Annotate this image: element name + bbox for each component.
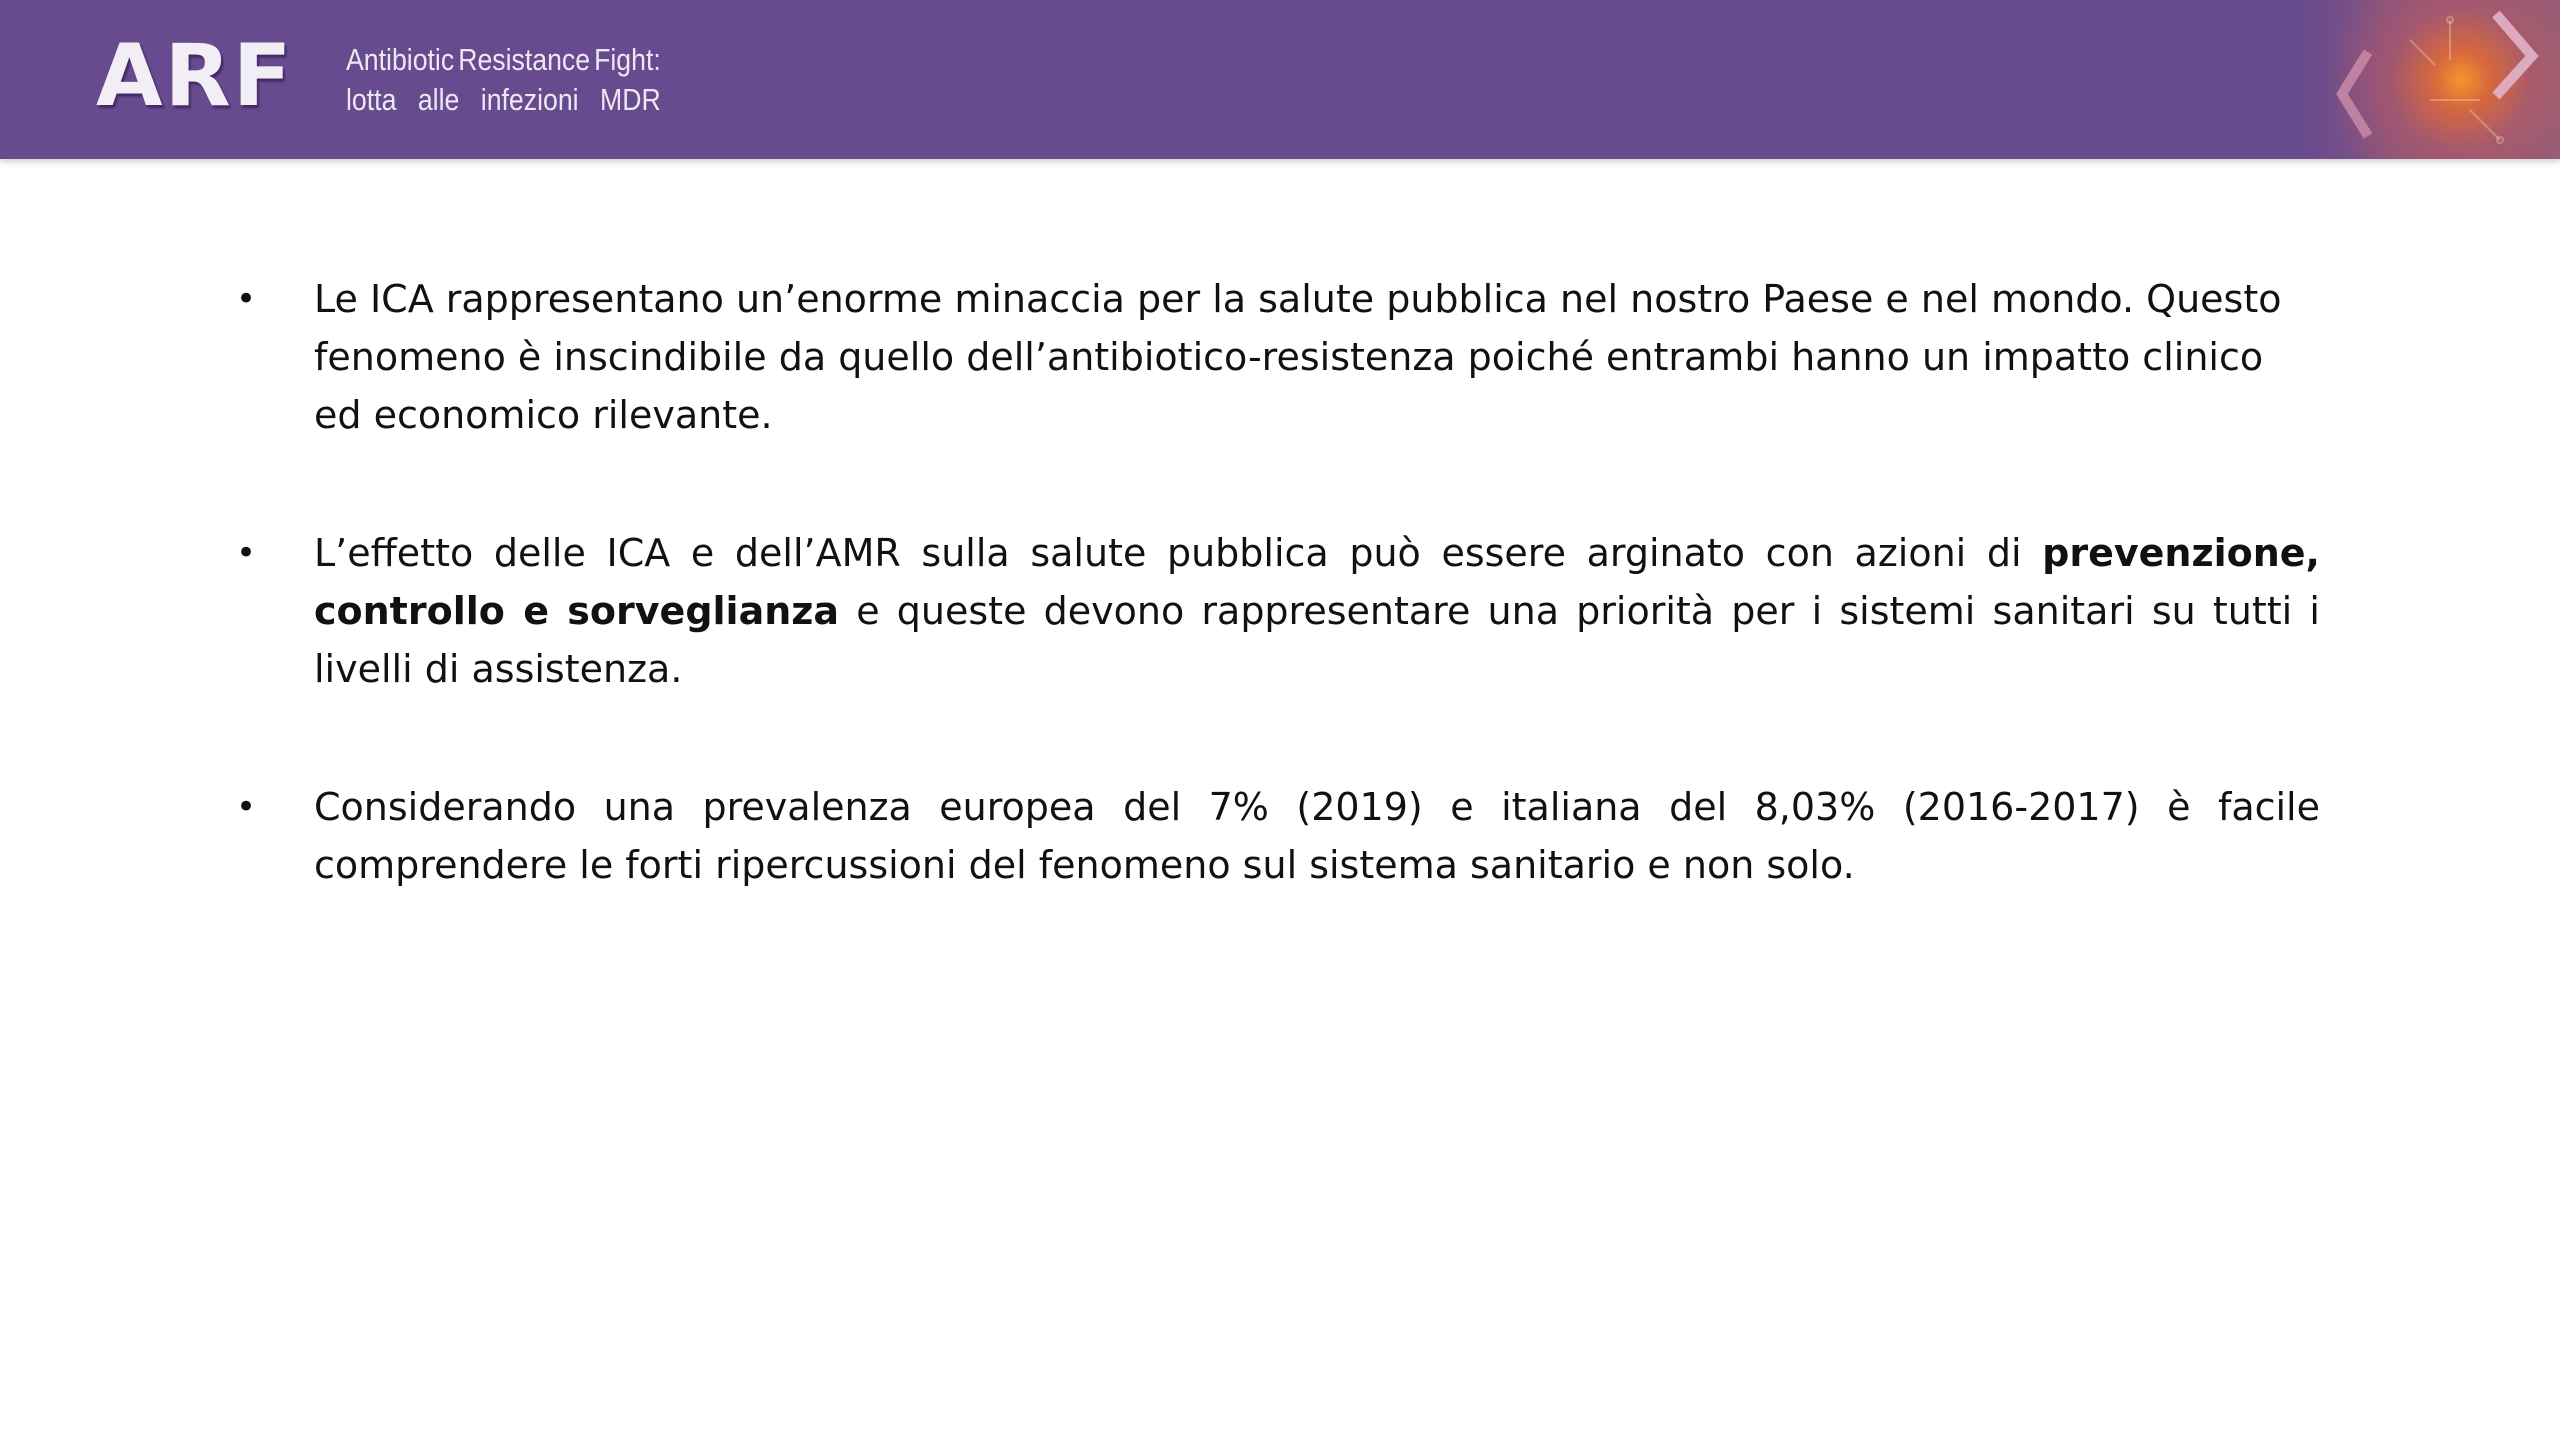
tagline-word: lotta: [346, 82, 397, 117]
bullet-text: Le ICA rappresentano un’enorme minaccia per la salute pubblica nel nostro Paese e nel mondo. Questo fenomeno è inscindibile da quello dell’antibiotico-resistenza poiché entrambi hanno un impatto clinico ed economico rilevante.: [314, 277, 2282, 437]
tagline: [346, 40, 661, 120]
chevron-left-icon: [2342, 52, 2368, 136]
bullet-text: [314, 524, 2320, 698]
bullet-icon: •: [236, 279, 257, 319]
list-item: [236, 270, 2320, 444]
tagline-word: alle: [417, 82, 460, 117]
header-band: [0, 0, 2560, 159]
tagline-word: MDR: [600, 82, 661, 117]
bullet-icon: •: [236, 787, 257, 827]
corner-decoration-graphic: [2300, 0, 2560, 159]
bullet-text-segment: L’effetto delle ICA e dell’AMR sulla salute pubblica può essere arginato con azioni di: [314, 531, 2043, 575]
chevron-right-icon: [2496, 14, 2532, 96]
bullet-text-bold: prevenzione, controllo e sorveglianza: [314, 531, 2320, 633]
list-item: [236, 524, 2320, 698]
bullet-text-segment: e queste devono rappresentare una priorità per i sistemi sanitari su tutti i livelli di assistenza.: [314, 589, 2320, 691]
corner-decoration: [2300, 0, 2560, 159]
tagline-word: Resistance: [458, 42, 591, 77]
tagline-word: Antibiotic: [346, 42, 455, 77]
circuit-lines-icon: [2410, 17, 2503, 143]
tagline-word: infezioni: [480, 82, 579, 117]
bullet-text: Considerando una prevalenza europea del 7% (2019) e italiana del 8,03% (2016-2017) è facile comprendere le forti ripercussioni del fenomeno sul sistema sanitario e non solo.: [314, 785, 2320, 887]
bullet-icon: •: [236, 533, 257, 573]
tagline-word: Fight:: [594, 42, 661, 77]
tagline-line-1: [346, 40, 661, 80]
bullet-list: [236, 270, 2320, 974]
list-item: [236, 778, 2320, 894]
tagline-line-2: [346, 80, 661, 120]
arf-logo: ARF: [96, 26, 294, 126]
